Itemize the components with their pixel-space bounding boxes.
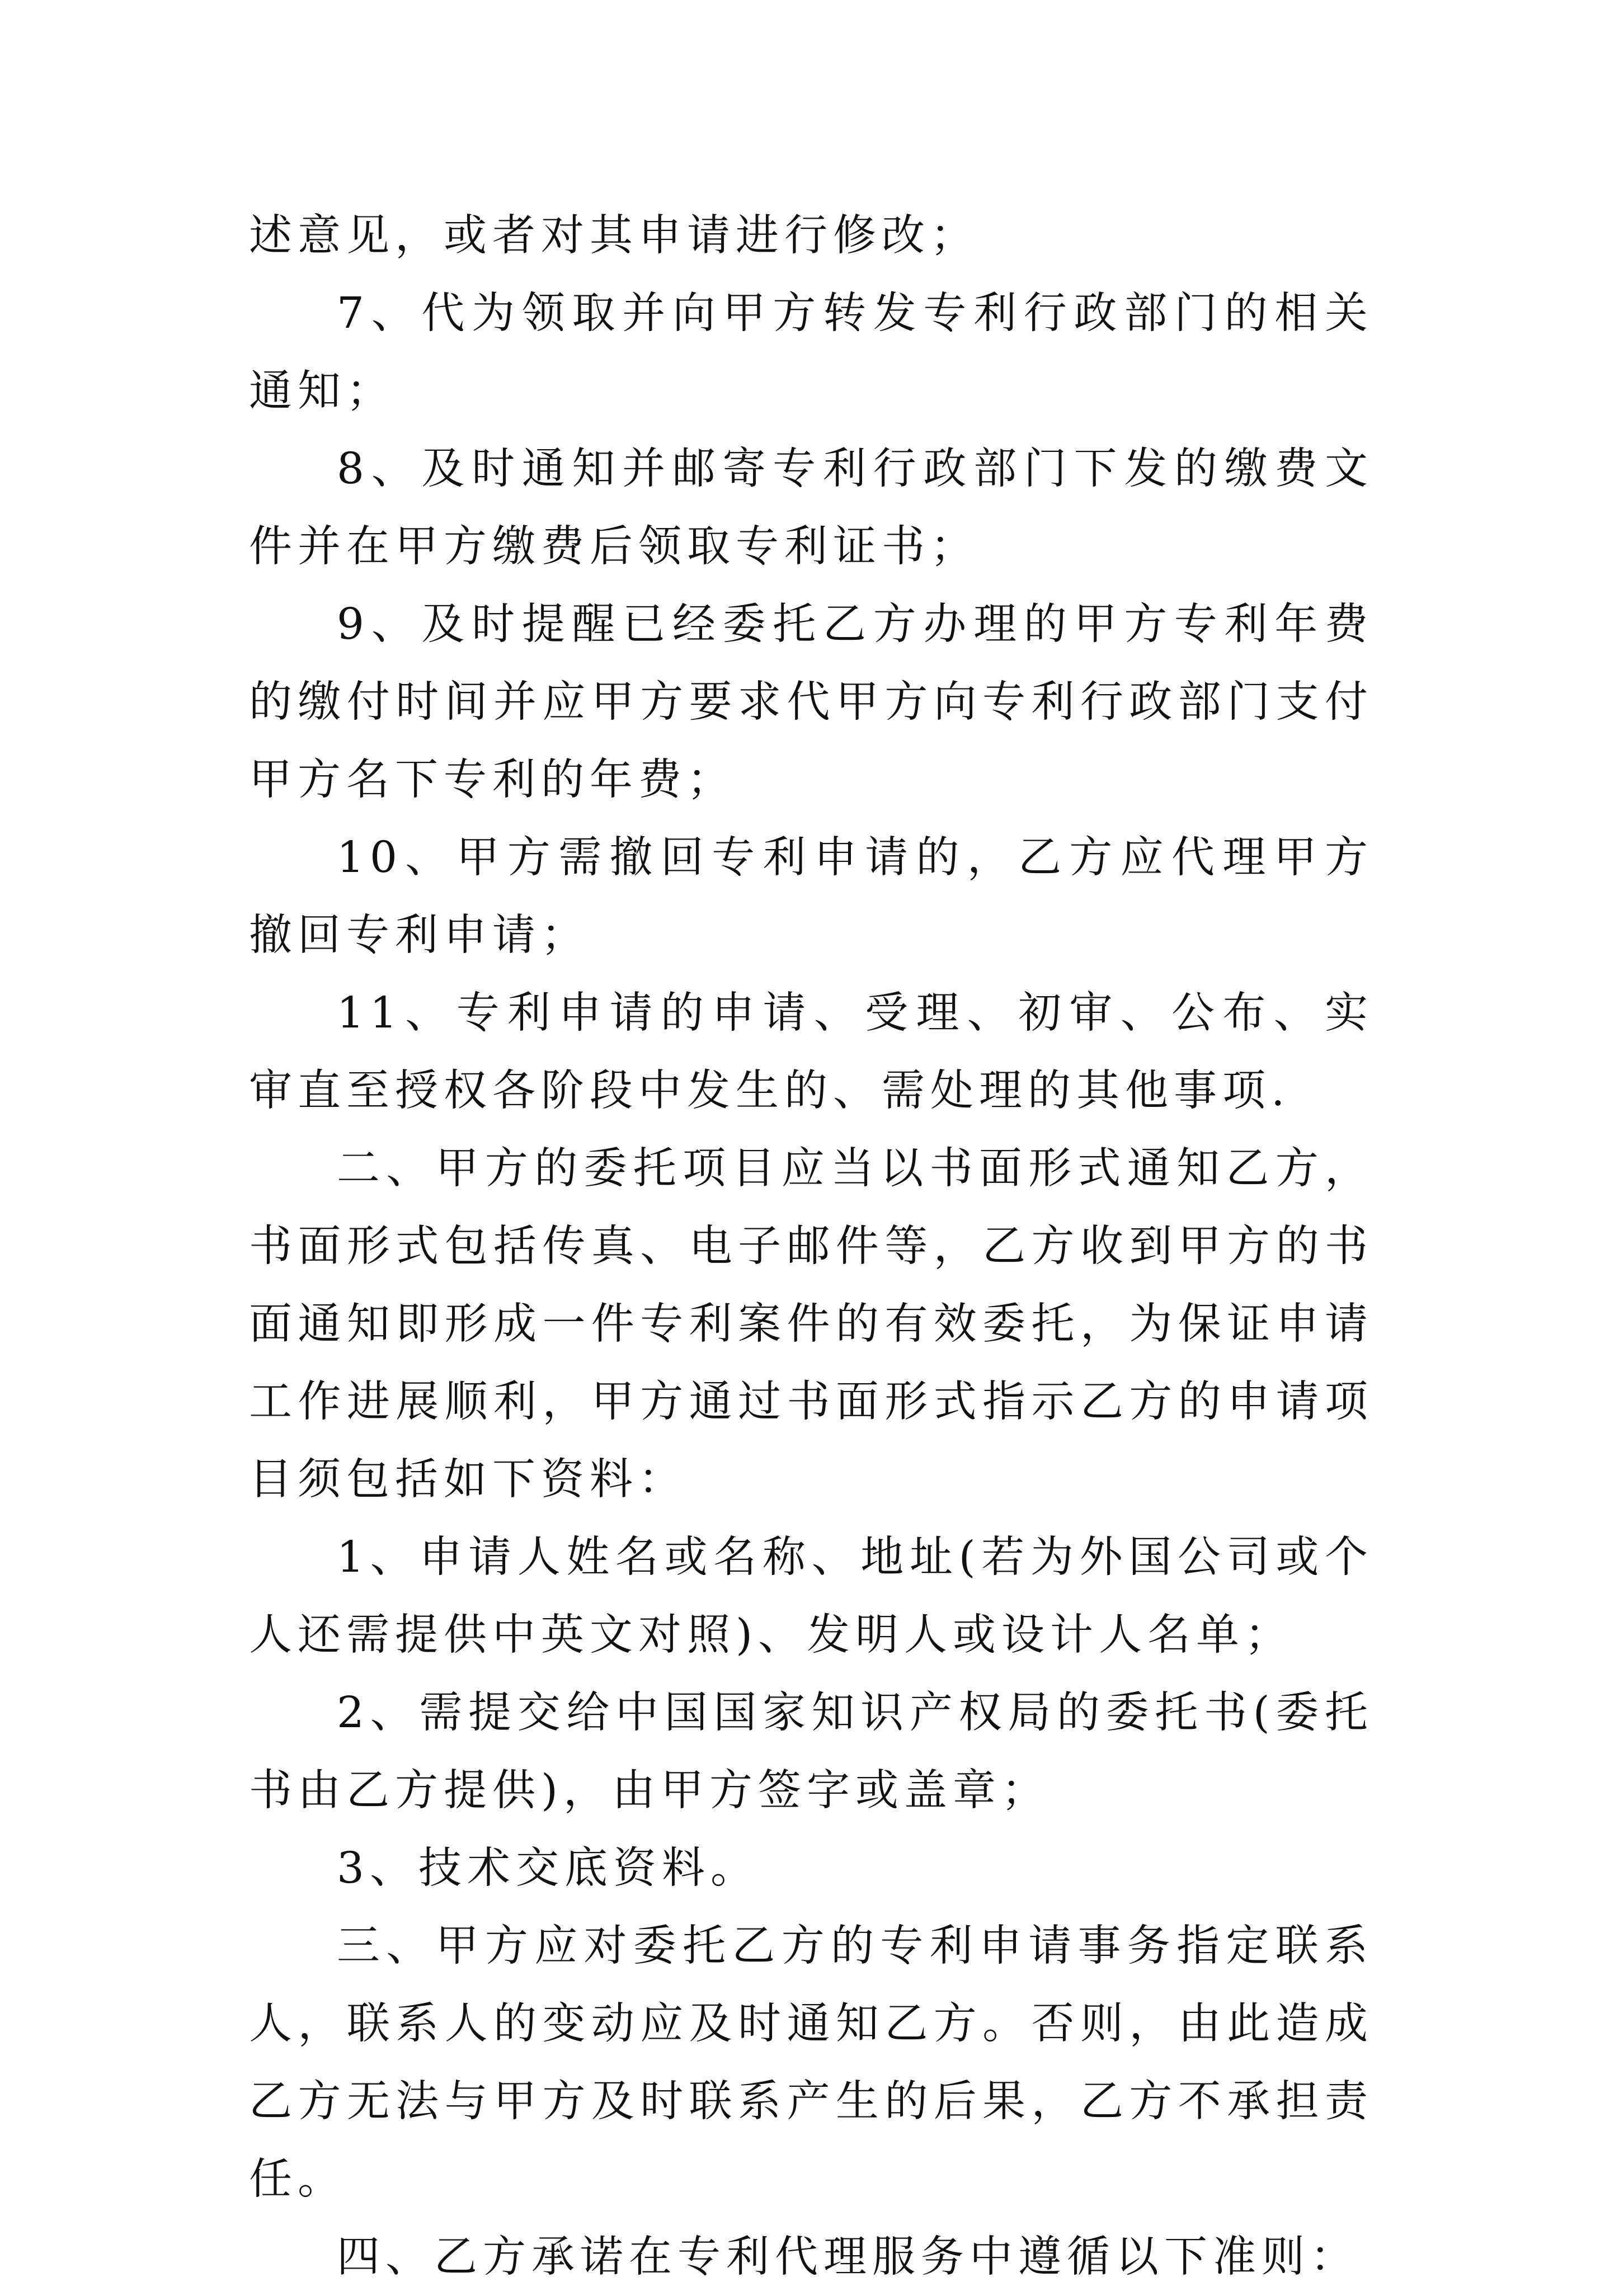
paragraph-section-4: 四、乙方承诺在专利代理服务中遵循以下准则：	[337, 2232, 1359, 2282]
paragraph-item-8: 8、及时通知并邮寄专利行政部门下发的缴费文件并在甲方缴费后领取专利证书；	[249, 444, 1373, 572]
paragraph-item-10: 10、甲方需撤回专利申请的，乙方应代理甲方撤回专利申请；	[249, 833, 1373, 960]
paragraph-material-3: 3、技术交底资料。	[337, 1844, 759, 1893]
paragraph-item-9: 9、及时提醒已经委托乙方办理的甲方专利年费的缴付时间并应甲方要求代甲方向专利行政部门支付甲方名下专利的年费；	[249, 600, 1373, 805]
paragraph-continuation: 述意见，或者对其申请进行修改；	[249, 211, 979, 261]
paragraph-item-7: 7、代为领取并向甲方转发专利行政部门的相关通知；	[249, 289, 1373, 416]
paragraph-material-2: 2、需提交给中国国家知识产权局的委托书(委托书由乙方提供)，由甲方签字或盖章；	[249, 1688, 1373, 1816]
paragraph-item-11: 11、专利申请的申请、受理、初审、公布、实审直至授权各阶段中发生的、需处理的其他事项.	[249, 988, 1373, 1116]
paragraph-section-3: 三、甲方应对委托乙方的专利申请事务指定联系人，联系人的变动应及时通知乙方。否则，由此造成乙方无法与甲方及时联系产生的后果，乙方不承担责任。	[249, 1921, 1373, 2204]
paragraph-material-1: 1、申请人姓名或名称、地址(若为外国公司或个人还需提供中英文对照)、发明人或设计人名单；	[249, 1533, 1373, 1660]
paragraph-section-2: 二、甲方的委托项目应当以书面形式通知乙方，书面形式包括传真、电子邮件等，乙方收到甲方的书面通知即形成一件专利案件的有效委托，为保证申请工作进展顺利，甲方通过书面形式指示乙方的申请项目须包括如下资料：	[249, 1144, 1373, 1505]
document-body	[249, 197, 1373, 2296]
